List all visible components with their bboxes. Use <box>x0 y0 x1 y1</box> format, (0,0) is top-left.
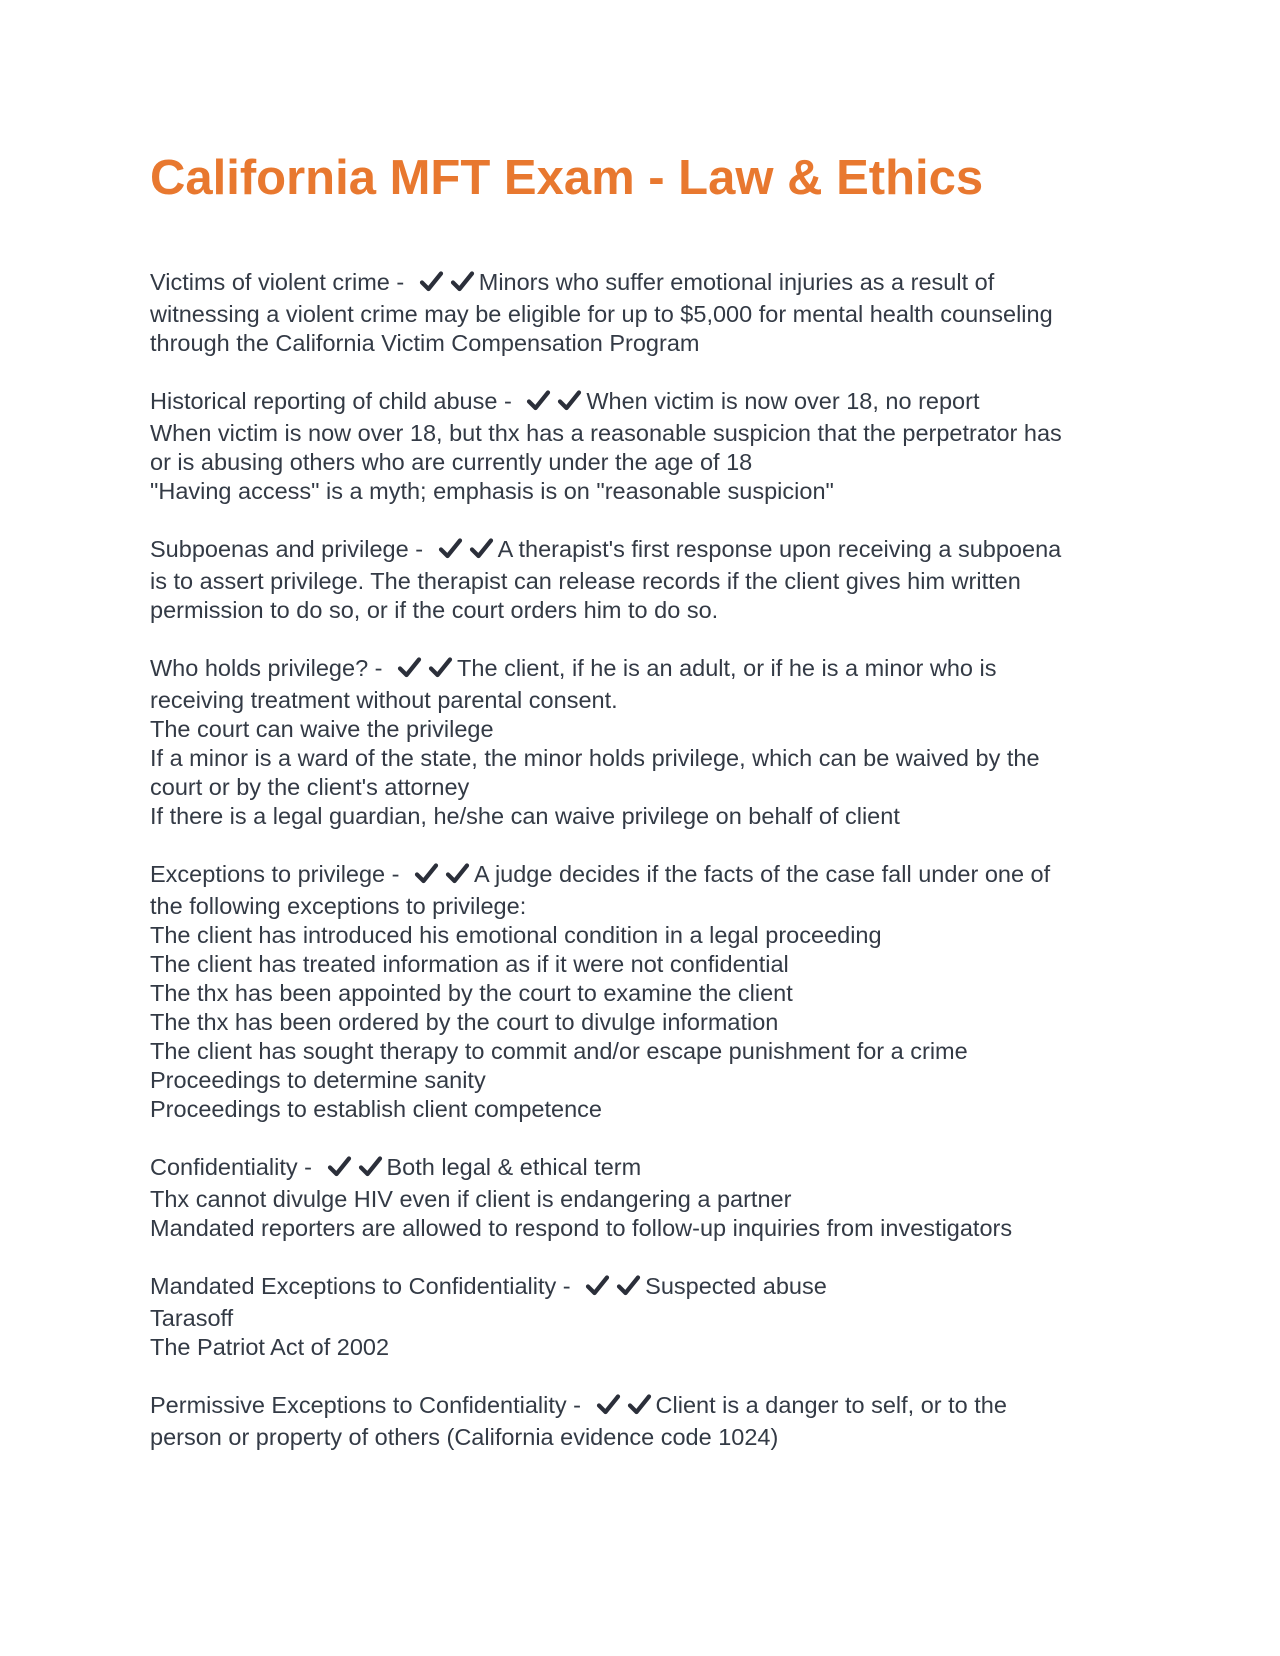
check-mark-icon <box>358 1154 383 1178</box>
term-separator: - <box>497 388 519 414</box>
double-check-marks <box>585 1273 641 1304</box>
definition-text: is to assert privilege. The therapist can release records if the client gives him written <box>150 568 1021 594</box>
check-mark-icon <box>616 1273 641 1297</box>
double-check-marks <box>596 1392 652 1423</box>
page-title: California MFT Exam - Law & Ethics <box>150 151 984 205</box>
flashcard-entry <box>150 1153 1150 1243</box>
entry-term: Permissive Exceptions to Confidentiality <box>150 1392 567 1418</box>
entry-first-line <box>150 387 1150 419</box>
double-check-marks <box>327 1154 383 1185</box>
double-check-marks <box>397 655 453 686</box>
check-mark-icon <box>557 388 582 412</box>
check-mark-icon <box>526 388 551 412</box>
entry-first-line <box>150 1272 1150 1304</box>
definition-line <box>150 1008 1150 1037</box>
definition-text: person or property of others (California evidence code 1024) <box>150 1424 779 1450</box>
definition-line <box>150 921 1150 950</box>
definition-line <box>150 300 1150 329</box>
check-mark-icon <box>450 269 475 293</box>
definition-text: A judge decides if the facts of the case fall under one of <box>474 861 1051 887</box>
definition-text: "Having access" is a myth; emphasis is on "reasonable suspicion" <box>150 478 834 504</box>
definition-text: The thx has been appointed by the court to examine the client <box>150 980 793 1006</box>
term-separator: - <box>408 536 430 562</box>
entry-term: Victims of violent crime <box>150 269 390 295</box>
definition-line <box>150 1066 1150 1095</box>
term-separator: - <box>297 1154 319 1180</box>
definition-text: The court can waive the privilege <box>150 716 494 742</box>
flashcard-entry <box>150 860 1150 1124</box>
definition-line <box>150 567 1150 596</box>
entry-first-line <box>150 268 1150 300</box>
check-mark-icon <box>627 1392 652 1416</box>
entry-term: Mandated Exceptions to Confidentiality <box>150 1273 557 1299</box>
definition-line <box>150 892 1150 921</box>
definition-text: Client is a danger to self, or to the <box>655 1392 1007 1418</box>
definition-text: Both legal & ethical term <box>386 1154 642 1180</box>
definition-line <box>150 744 1150 773</box>
definition-line <box>150 596 1150 625</box>
definition-text: The thx has been ordered by the court to divulge information <box>150 1009 779 1035</box>
entry-term: Confidentiality <box>150 1154 298 1180</box>
definition-text: If a minor is a ward of the state, the minor holds privilege, which can be waived by the <box>150 745 1040 771</box>
definition-line <box>150 950 1150 979</box>
definition-line <box>150 1333 1150 1362</box>
definition-line <box>150 802 1150 831</box>
definition-line <box>150 329 1150 358</box>
definition-line <box>150 1185 1150 1214</box>
check-mark-icon <box>419 269 444 293</box>
definition-line <box>150 1095 1150 1124</box>
definition-text: The Patriot Act of 2002 <box>150 1334 390 1360</box>
term-separator: - <box>389 269 411 295</box>
entry-first-line <box>150 535 1150 567</box>
check-mark-icon <box>469 536 494 560</box>
definition-line <box>150 1214 1150 1243</box>
check-mark-icon <box>596 1392 621 1416</box>
definition-line <box>150 715 1150 744</box>
definition-text: or is abusing others who are currently under the age of 18 <box>150 449 753 475</box>
definition-line <box>150 1423 1150 1452</box>
entry-term: Who holds privilege? <box>150 655 369 681</box>
term-separator: - <box>385 861 407 887</box>
double-check-marks <box>526 388 582 419</box>
definition-line <box>150 773 1150 802</box>
flashcard-entry <box>150 654 1150 831</box>
definition-text: permission to do so, or if the court orders him to do so. <box>150 597 719 623</box>
term-separator: - <box>566 1392 588 1418</box>
definition-text: The client, if he is an adult, or if he is a minor who is <box>457 655 997 681</box>
definition-line <box>150 686 1150 715</box>
check-mark-icon <box>414 861 439 885</box>
definition-text: through the California Victim Compensation Program <box>150 330 700 356</box>
definition-text: Proceedings to establish client competence <box>150 1096 602 1122</box>
definition-text: The client has sought therapy to commit and/or escape punishment for a crime <box>150 1038 968 1064</box>
definition-text: receiving treatment without parental consent. <box>150 687 618 713</box>
entry-first-line <box>150 860 1150 892</box>
definition-line <box>150 979 1150 1008</box>
term-separator: - <box>368 655 390 681</box>
definition-text: The client has introduced his emotional condition in a legal proceeding <box>150 922 882 948</box>
check-mark-icon <box>397 655 422 679</box>
definition-text: Tarasoff <box>150 1305 234 1331</box>
definition-text: Mandated reporters are allowed to respond to follow-up inquiries from investigators <box>150 1215 1013 1241</box>
double-check-marks <box>414 861 470 892</box>
definition-text: When victim is now over 18, but thx has a reasonable suspicion that the perpetrator has <box>150 420 1062 446</box>
flashcard-entry <box>150 535 1150 625</box>
definition-line <box>150 1304 1150 1333</box>
definition-text: Minors who suffer emotional injuries as a result of <box>478 269 995 295</box>
definition-line <box>150 477 1150 506</box>
entry-term: Subpoenas and privilege <box>150 536 409 562</box>
check-mark-icon <box>445 861 470 885</box>
check-mark-icon <box>327 1154 352 1178</box>
flashcard-list <box>150 268 1150 1481</box>
definition-text: Thx cannot divulge HIV even if client is endangering a partner <box>150 1186 792 1212</box>
flashcard-entry <box>150 387 1150 506</box>
term-separator: - <box>556 1273 578 1299</box>
definition-text: When victim is now over 18, no report <box>586 388 980 414</box>
entry-first-line <box>150 654 1150 686</box>
entry-term: Historical reporting of child abuse <box>150 388 498 414</box>
definition-text: witnessing a violent crime may be eligible for up to $5,000 for mental health counseling <box>150 301 1053 327</box>
definition-line <box>150 1037 1150 1066</box>
double-check-marks <box>419 269 475 300</box>
flashcard-entry <box>150 1391 1150 1452</box>
entry-first-line <box>150 1153 1150 1185</box>
definition-text: Proceedings to determine sanity <box>150 1067 486 1093</box>
definition-text: the following exceptions to privilege: <box>150 893 527 919</box>
entry-first-line <box>150 1391 1150 1423</box>
definition-text: court or by the client's attorney <box>150 774 470 800</box>
check-mark-icon <box>428 655 453 679</box>
definition-line <box>150 419 1150 448</box>
definition-line <box>150 448 1150 477</box>
definition-text: A therapist's first response upon receiving a subpoena <box>497 536 1062 562</box>
definition-text: If there is a legal guardian, he/she can waive privilege on behalf of client <box>150 803 900 829</box>
definition-text: Suspected abuse <box>645 1273 827 1299</box>
definition-text: The client has treated information as if it were not confidential <box>150 951 789 977</box>
entry-term: Exceptions to privilege <box>150 861 386 887</box>
double-check-marks <box>438 536 494 567</box>
flashcard-entry <box>150 1272 1150 1362</box>
flashcard-entry <box>150 268 1150 358</box>
check-mark-icon <box>438 536 463 560</box>
check-mark-icon <box>585 1273 610 1297</box>
